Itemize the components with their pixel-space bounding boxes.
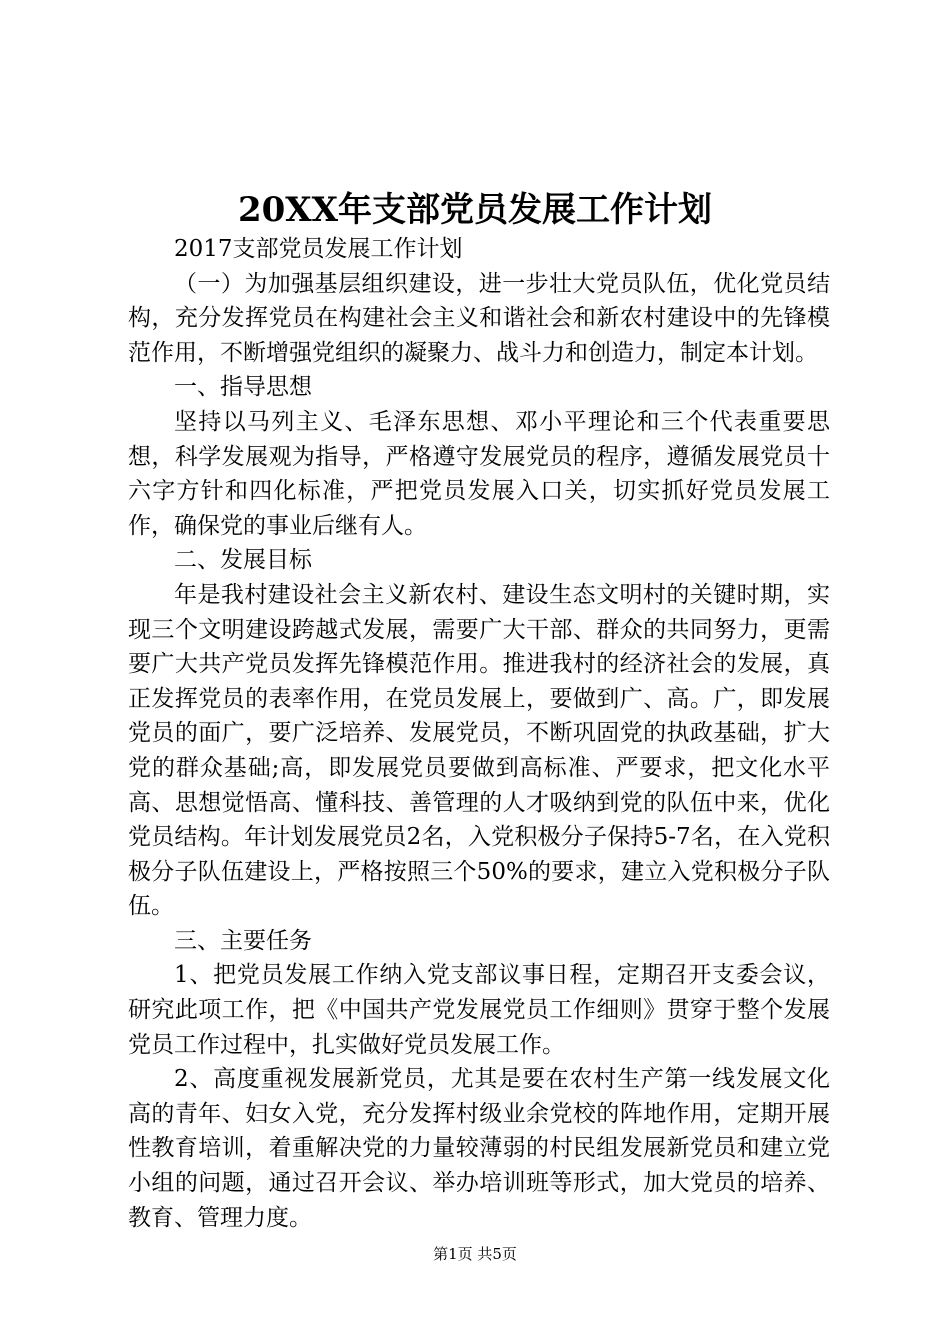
paragraph-task-2: 2、高度重视发展新党员，尤其是要在农村生产第一线发展文化高的青年、妇女入党，充分发挥村级业余党校的阵地作用，定期开展性教育培训，着重解决党的力量较薄弱的村民组发展新党员和建立党小组的问题，通过召开会议、举办培训班等形式，加大党员的培养、教育、管理力度。 bbox=[128, 1066, 830, 1231]
section-heading-development-goals: 二、发展目标 bbox=[174, 547, 312, 574]
paragraph-development-goals: 年是我村建设社会主义新农村、建设生态文明村的关键时期，实现三个文明建设跨越式发展，需要广大干部、群众的共同努力，更需要广大共产党员发挥先锋模范作用。推进我村的经济社会的发展，真正发挥党员的表率作用，在党员发展上，要做到广、高。广，即发展党员的面广，要广泛培养、发展党员，不断巩固党的执政基础，扩大党的群众基础;高，即发展党员要做到高标准、严要求，把文化水平高、思想觉悟高、懂科技、善管理的人才吸纳到党的队伍中来，优化党员结构。年计划发展党员2名，入党积极分子保持5-7名，在入党积极分子队伍建设上，严格按照三个50%的要求，建立入党积极分子队伍。 bbox=[128, 581, 830, 920]
document-body bbox=[128, 232, 830, 1235]
paragraph-subtitle: 2017支部党员发展工作计划 bbox=[174, 236, 463, 262]
paragraph-guiding-ideology: 坚持以马列主义、毛泽东思想、邓小平理论和三个代表重要思想，科学发展观为指导，严格遵守发展党员的程序，遵循发展党员十六字方针和四化标准，严把党员发展入口关，切实抓好党员发展工作，确保党的事业后继有人。 bbox=[128, 408, 830, 539]
paragraph-task-1: 1、把党员发展工作纳入党支部议事日程，定期召开支委会议，研究此项工作，把《中国共产党发展党员工作细则》贯穿于整个发展党员工作过程中，扎实做好党员发展工作。 bbox=[128, 962, 830, 1058]
section-heading-guiding-ideology: 一、指导思想 bbox=[174, 374, 312, 401]
document-title: 20XX年支部党员发展工作计划 bbox=[237, 190, 713, 230]
paragraph-intro: （一）为加强基层组织建设，进一步壮大党员队伍，优化党员结构，充分发挥党员在构建社会主义和谐社会和新农村建设中的先锋模范作用，不断增强党组织的凝聚力、战斗力和创造力，制定本计划。 bbox=[128, 270, 830, 366]
section-heading-main-tasks: 三、主要任务 bbox=[174, 927, 312, 954]
page-footer: 第1页 共5页 bbox=[433, 1245, 517, 1263]
